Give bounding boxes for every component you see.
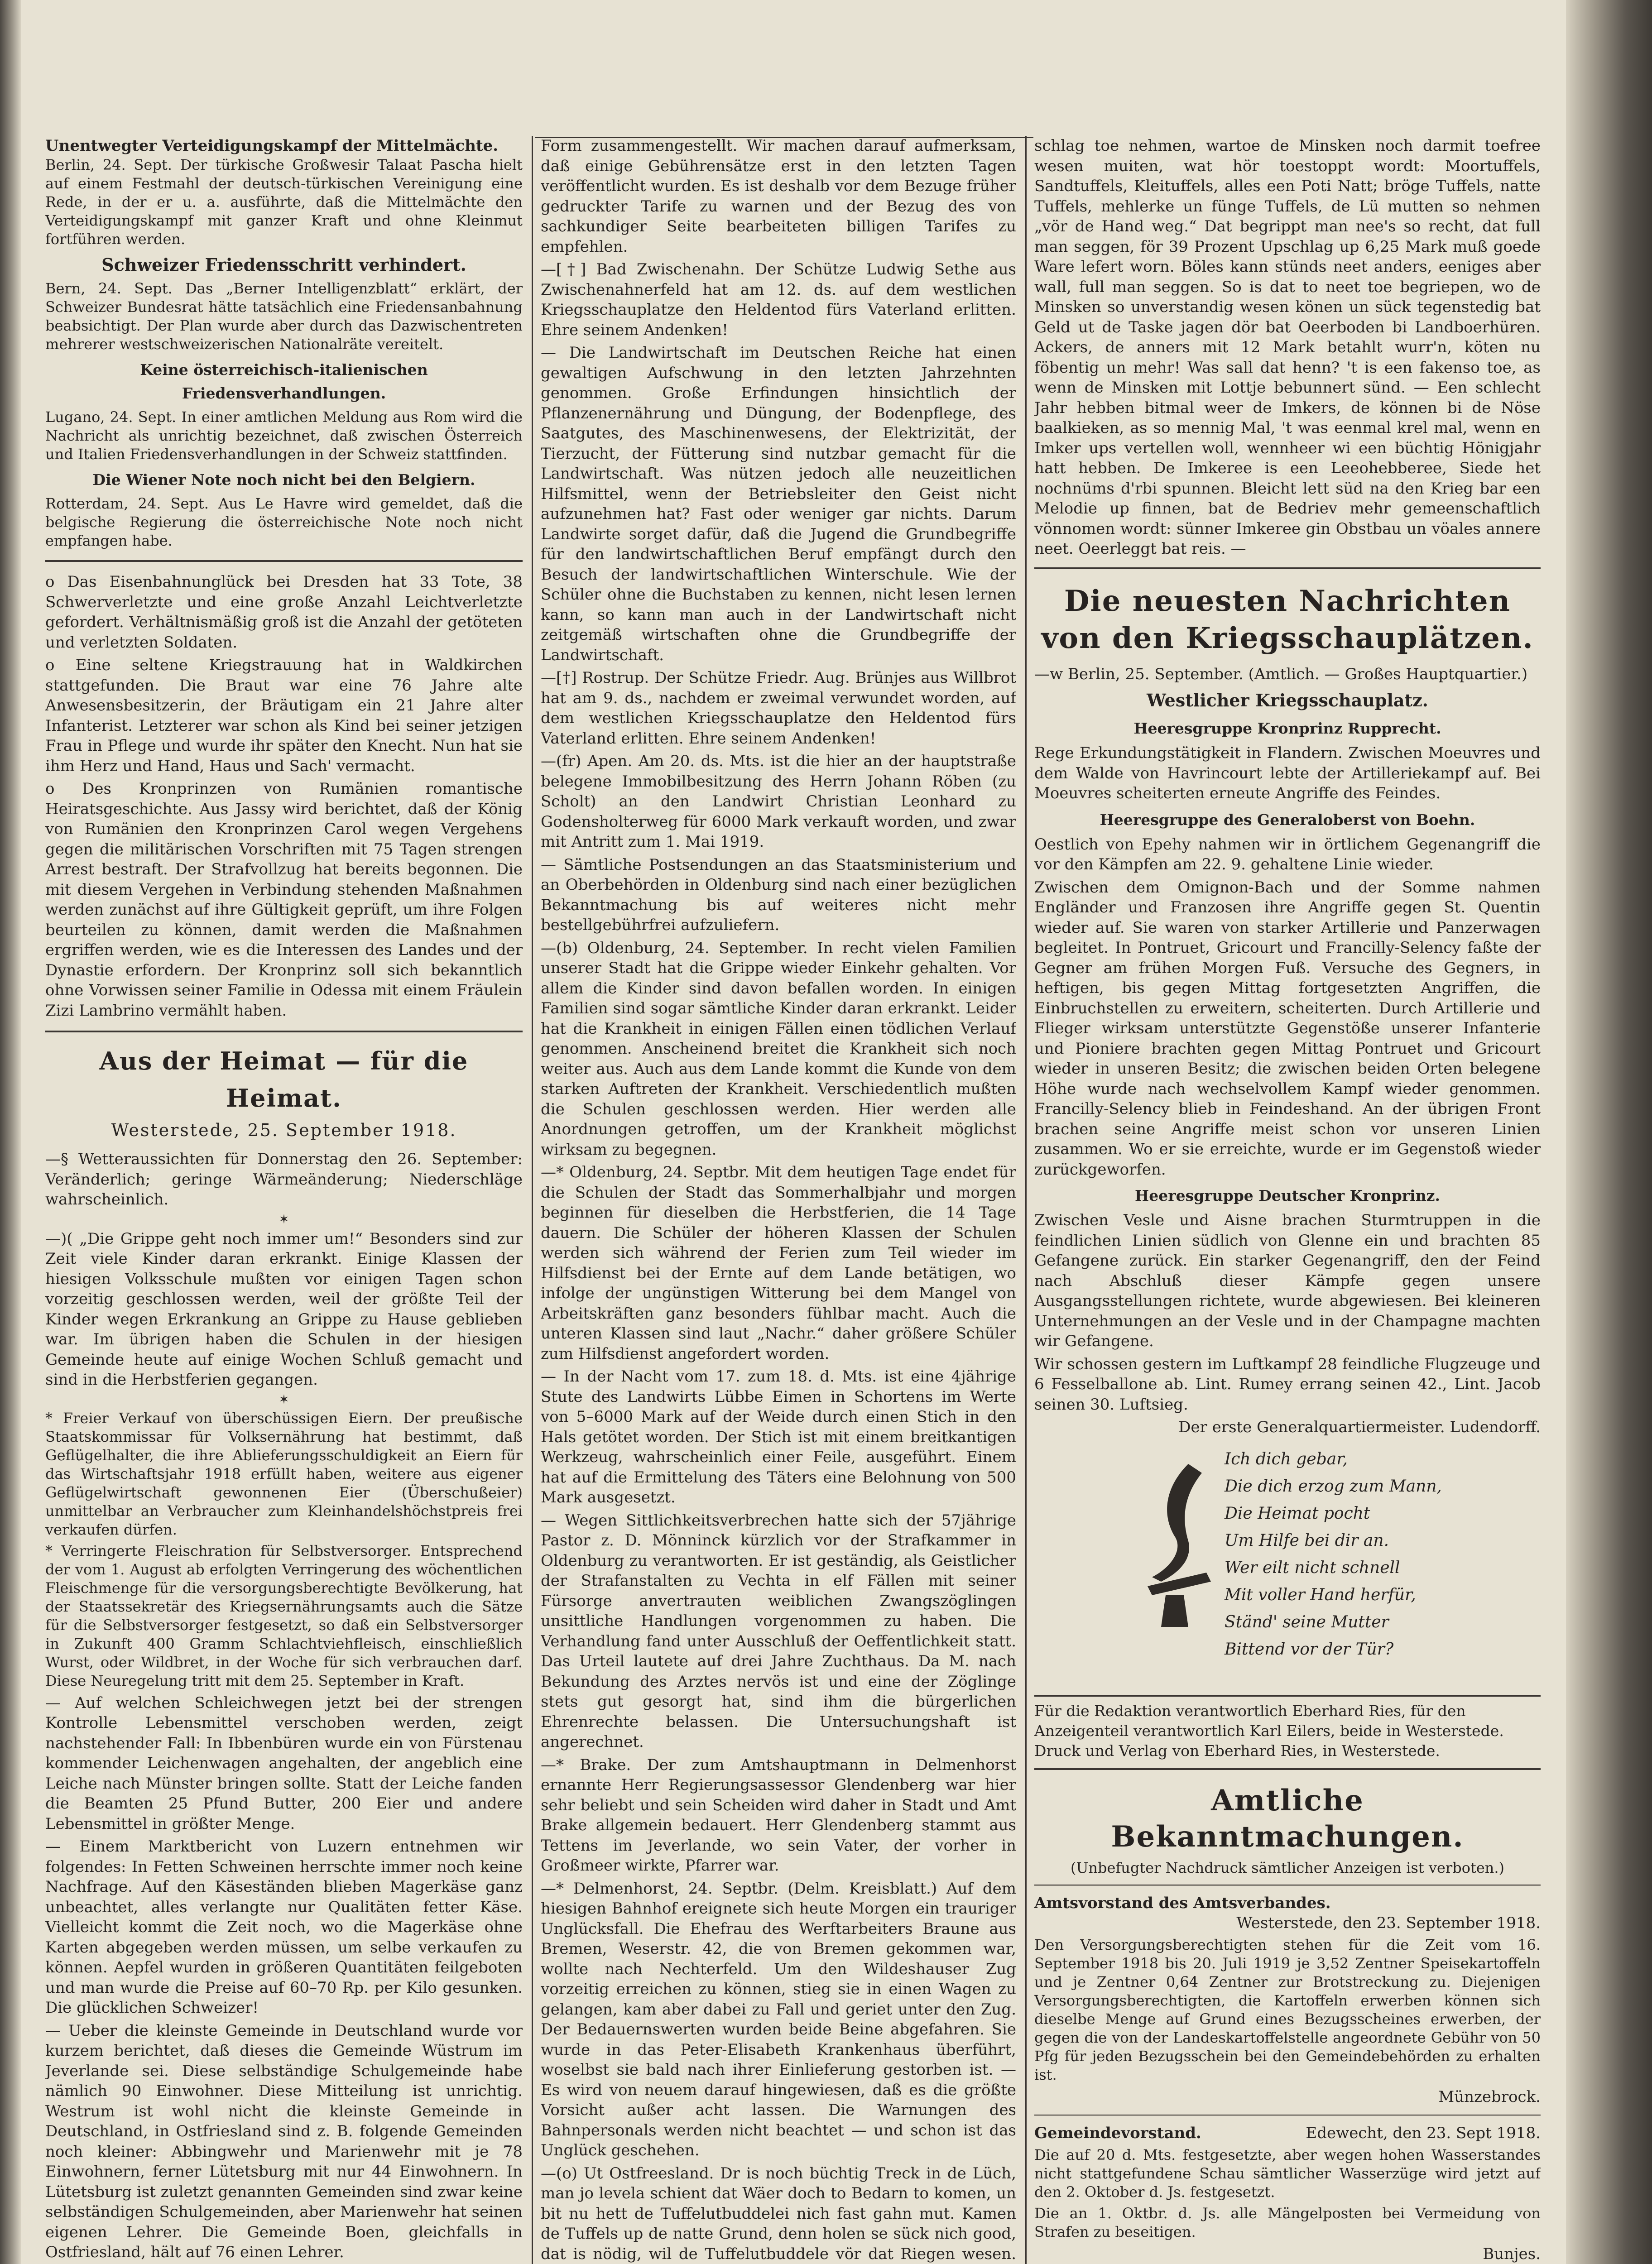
report: Zwischen Vesle und Aisne brachen Sturmtruppen in die feindlichen Linien südlich von Glenne ein und brachten 85 Gefangene zurück. Ein starker Gegenangriff, den der Feind nach Abschluß dieser Kämpfe gegen unsere Ausgangsstellungen richtete, wurde abgewiesen. Bei kleineren Unternehmungen an der Vesle und in der Champagne machten wir Gefangene. bbox=[1034, 1211, 1541, 1350]
announcement-date: Edewecht, den 23. Sept 1918. bbox=[1306, 2124, 1541, 2142]
column-left bbox=[45, 136, 523, 2264]
divider bbox=[1034, 1695, 1541, 1697]
article: —[†] Rostrup. Der Schütze Friedr. Aug. Brünjes aus Willbrot hat am 9. ds., nachdem er zweimal verwundet worden, auf dem westlichen Kriegsschauplatze den Heldentod fürs Vaterland erlitten. Ehre seinem Andenken! bbox=[541, 669, 1016, 748]
article: — Die Landwirtschaft im Deutschen Reiche hat einen gewaltigen Aufschwung in den letzten Jahrzehnten genommen. Große Erfindungen hinsichtlich der Pflanzenernährung und Düngung, der Bodenpflege, des Saatgutes, des Maschinenwesens, der Elektrizität, der Tierzucht, der Fütterung sind nutzbar gemacht für die Landwirtschaft. Was nützen jedoch alle neuzeitlichen Hilfsmittel, wenn der Betriebsleiter den Geist nicht aufzunehmen hat? Fast oder weniger gar nichts. Darum Landwirte sorget dafür, daß die Jugend die Grundbegriffe für den landwirtschaftlichen Beruf empfängt durch den Besuch der landwirtschaftlichen Winterschule. Wie der Schüler ohne die Buchstaben zu kennen, nicht lesen lernen kann, so kann man auch in der Landwirtschaft nicht zeitgemäß wirtschaften ohne die Grundbegriffe der Landwirtschaft. bbox=[541, 344, 1016, 664]
divider bbox=[1034, 1885, 1541, 1886]
announcement-heading: Amtsvorstand des Amtsverbandes. bbox=[1034, 1894, 1331, 1912]
article: — Einem Marktbericht von Luzern entnehmen wir folgendes: In Fetten Schweinen herrschte immer noch keine Nachfrage. Auf den Käseständen blieben Magerkäse ganz unbeachtet, alles verlangte nur Qualitäten fetter Käse. Vielleicht kommt die Zeit noch, wo die Magerkäse ohne Karten abgegeben werden müssen, um selbe verkaufen zu können. Aepfel wurden in größeren Quantitäten feilgeboten und man wurde die Preise auf 60–70 Rp. per Kilo gesunken. Die glücklichen Schweizer! bbox=[45, 1837, 523, 2017]
subheading: Heeresgruppe Deutscher Kronprinz. bbox=[1135, 1187, 1440, 1204]
section-heading: Amtliche Bekanntmachungen. bbox=[1111, 1783, 1464, 1854]
poem-line: Die Heimat pocht bbox=[1225, 1504, 1370, 1523]
dateline: Westerstede, 25. September 1918. bbox=[111, 1120, 457, 1140]
poem-line: Um Hilfe bei dir an. bbox=[1225, 1531, 1389, 1550]
article: —(fr) Apen. Am 20. ds. Mts. ist die hier an der hauptstraße belegene Immobilbesitzung des Herrn Johann Röben (zu Scholt) an den Landwirt Christian Leonhard zu Godensholterweg für 6000 Mark verkauft worden, und zwar mit Antritt zum 1. Mai 1919. bbox=[541, 752, 1016, 851]
poem-line: Ich dich gebar, bbox=[1225, 1449, 1348, 1468]
subheading: Westlicher Kriegsschauplatz. bbox=[1147, 690, 1428, 710]
report-source: —w Berlin, 25. September. (Amtlich. — Großes Hauptquartier.) bbox=[1034, 665, 1528, 683]
poem-line: Die dich erzog zum Mann, bbox=[1225, 1477, 1442, 1496]
divider bbox=[1034, 567, 1541, 569]
section-heading: Aus der Heimat — für die Heimat. bbox=[99, 1046, 469, 1113]
article: * Verringerte Fleischration für Selbstversorger. Entsprechend der vom 1. August ab erfolgten Verringerung des wöchentlichen Fleischmenge für die versorgungsberechtigte Bevölkerung, hat der Staatssekretär des Kriegsernährungsamts auch die Sätze für die Selbstversorger festgesetzt, so daß ein Selbstversorger in Zukunft 400 Gramm Schlachtviehfleisch, einschließlich Wurst, oder Wildbret, in der Woche für sich verbrauchen darf. Diese Neuregelung tritt mit dem 25. September in Kraft. bbox=[45, 1542, 523, 1689]
divider bbox=[1034, 2115, 1541, 2116]
article: o Das Eisenbahnunglück bei Dresden hat 33 Tote, 38 Schwerverletzte und eine große Anzahl Leichtverletzte gefordert. Verhältnismäßig groß ist die Anzahl der getöteten und verletzten Soldaten. bbox=[45, 573, 523, 652]
subheading: Heeresgruppe des Generaloberst von Boehn. bbox=[1100, 811, 1475, 829]
binding-shadow-left bbox=[0, 0, 21, 2264]
column-rule-1 bbox=[532, 136, 533, 2264]
article: — In der Nacht vom 17. zum 18. d. Mts. ist eine 4jährige Stute des Landwirts Lübbe Eimen in Schortens im Werte von 5–6000 Mark auf der Weide durch einen Stich in den Hals getötet worden. Der Stich ist mit einem breitkantigen Werkzeug, wahrscheinlich einer Feile, ausgeführt. Einem hat auf die Ermittelung des Täters eine Belohnung von 500 Mark ausgesetzt. bbox=[541, 1367, 1016, 1506]
announcement: Den Versorgungsberechtigten stehen für die Zeit vom 16. September 1918 bis 20. Juli 1919 je 3,52 Zentner Speisekartoffeln und je Zentner 0,64 Zentner zur Brotstreckung zu. Diejenigen Versorgungsberechtigten, die Kartoffeln erwerben können sich dieselbe Menge auf Grund eines Bezugsscheines erwerben, der gegen die von der Landeskartoffelstelle angeordnete Gebühr von 50 Pfg für jeden Bezugsschein bei den Gemeindebehörden zu erhalten ist. bbox=[1034, 1936, 1541, 2083]
notice: (Unbefugter Nachdruck sämtlicher Anzeigen ist verboten.) bbox=[1070, 1859, 1505, 1876]
column-rule-2 bbox=[1025, 136, 1027, 2264]
poem-line: Wer eilt nicht schnell bbox=[1225, 1558, 1400, 1577]
article: Berlin, 24. Sept. Der türkische Großwesir Talaat Pascha hielt auf einem Festmahl der deutsch-türkischen Vereinigung eine Rede, in der er u. a. ausführte, daß die Mittelmächte den Verteidigungskampf mit ganzer Kraft und ohne Kleinmut fortführen werden. bbox=[45, 156, 523, 248]
article: —* Oldenburg, 24. Septbr. Mit dem heutigen Tage endet für die Schulen der Stadt das Sommerhalbjahr und morgen beginnen für dieselben die Herbstferien, die 14 Tage dauern. Die Schüler der höheren Klassen der Schulen werden sich während der Ferien zum Teil wieder im Hilfsdienst bei der Ernte auf dem Lande betätigen, wo infolge der ungünstigen Witterung bei dem Mangel von Arbeitskräften ganz besonders fühlbar macht. Auch die unteren Klassen sind laut „Nachr.“ daher größere Schüler zum Hilfsdienst angefordert worden. bbox=[541, 1163, 1016, 1363]
article: schlag toe nehmen, wartoe de Minsken noch darmit toefree wesen muiten, wat hör toestoppt wordt: Moortuffels, Sandtuffels, Kleituffels, alles een Poti Natt; bröge Tuffels, natte Tuffels, mehlerke un fünge Tuffels, de Lü mutten so nehmen „vör de Hand weg.“ Dat begrippt man nee's so recht, dat full man seggen, för 39 Prozent Upschlag up 6,25 Mark muß goede Ware lefert worn. Böles kann stünds neet anders, eeniges aber wall, full man seggen. So is dat to neet toe begriepen, wo de Minsken so unverstandig wesen könen un sück tegenstedig bat Geld ut de Taske jagen dör bat Oeerboden bi Landboerhüren. Ackers, de anners mit 12 Mark betahlt wurr'n, köten nu föbentig un mehr! Was sall dat henn? 't is een fakenso toe, as wenn de Minsken mit Lottje bebunnert sünd. — Een schlecht Jahr hebben bitmal weer de Imkers, de können bi de Nöse baalkieken, as so mennig Mal, 't was eenmal krel mal, wenn en Imker ups vertellen woll, wennheer wi een büchtig Hönigjahr hatt hebben. De Imkeree is een Leeohebberee, Siede het nochnüms d'rbi spunnen. Bleicht lett süd na den Krieg bar een Melodie up finnen, bat de Bedriev mehr gemeenschaftlich vönnomen wordt: sünner Imkeree gin Obstbau un vöales annere neet. Oeerleggt bat reis. — bbox=[1034, 137, 1541, 558]
poem-block bbox=[1034, 1446, 1541, 1690]
article: — Auf welchen Schleichwegen jetzt bei der strengen Kontrolle Lebensmittel verschoben werden, zeigt nachstehender Fall: In Ibbenbüren wurde ein von Fürstenau kommender Leichenwagen angehalten, der angeblich eine Leiche nach Münster bringen sollte. Statt der Leiche fanden die Beamten 25 Pfund Butter, 200 Eier und andere Lebensmittel in größter Menge. bbox=[45, 1693, 523, 1833]
section-heading: Die neuesten Nachrichten von den Kriegsschauplätzen. bbox=[1041, 584, 1534, 655]
report: Zwischen dem Omignon-Bach und der Somme nahmen Engländer und Franzosen ihre Angriffe gegen St. Quentin wieder auf. Sie waren von starker Artillerie und Panzerwagen begleitet. In Pontruet, Gricourt und Francilly-Selency faßte der Gegner am frühen Morgen Fuß. Versuche des Gegners, in heftigen, bis gegen Mittag fortgesetzten Angriffen, die Einbruchstellen zu erweitern, scheiterten. Durch Artillerie und Flieger wirksam unterstützte Gegenstöße unserer Infanterie und Pioniere brachten gegen Mittag Pontruet und Gricourt wieder in unseren Besitz; die zwischen beiden Orten belegene Höhe wurde nach wechselvollem Kampf wieder genommen. Francilly-Selency blieb in Feindeshand. An der übrigen Front brachen seine Angriffe meist schon vor unseren Linien zusammen. Wo er sie erreichte, wurde er im Gegenstoß wieder zurückgeworfen. bbox=[1034, 878, 1541, 1179]
poem-line: Mit voller Hand herfür, bbox=[1225, 1585, 1416, 1604]
signature: Bunjes. bbox=[1483, 2245, 1541, 2263]
article: * Freier Verkauf von überschüssigen Eiern. Der preußische Staatskommissar für Volksernährung hat bestimmt, daß Geflügelhalter, die ihre Ablieferungsschuldigkeit an Eiern für das Wirtschaftsjahr 1918 erfüllt haben, weitere aus eigener Geflügelwirtschaft gewonnenen Eier (Überschußeier) unmittelbar an Verbraucher zum Kleinhandelshöchstpreis frei verkaufen dürfen. bbox=[45, 1409, 523, 1538]
article: —(o) Ut Ostfreesland. Dr is noch büchtig Treck in de Lüch, man jo levela schient dat Wäer doch to Bedarn to komen, un bit nu hett de Tuffelutbuddelei nich fast gahn mut. Kamen de Tuffels up de natte Grund, denn holen se sück nich good, dat is nödig, wil de Tuffelutbuddele vör dat Riegen wesen. bbox=[541, 2164, 1016, 2263]
article: o Des Kronprinzen von Rumänien romantische Heiratsgeschichte. Aus Jassy wird berichtet, daß der König von Rumänien den Kronprinzen Carol wegen Vergehens gegen die militärischen Vorschriften mit 75 Tagen strengen Arrest bestraft. Der Strafvollzug hat bereits begonnen. Die mit diesem Vergehen in Verbindung stehenden Maßnahmen werden zunächst auf ihre Gültigkeit geprüft, um ihre Folgen beurteilen zu können, damit werden die Maßnahmen ergriffen werden, wie es die Interessen des Landes und der Dynastie erfordern. Der Kronprinz soll sich bekanntlich ohne Vorwissen seiner Familie in Odessa mit einem Fräulein Zizi Lambrino vermählt haben. bbox=[45, 780, 523, 1020]
headline: Die Wiener Note noch nicht bei den Belgiern. bbox=[92, 471, 475, 489]
divider bbox=[45, 1031, 523, 1032]
article: Bern, 24. Sept. Das „Berner Intelligenzblatt“ erklärt, der Schweizer Bundesrat hätte tatsächlich eine Friedensanbahnung beabsichtigt. Der Plan wurde aber durch das Dazwischentreten mehrerer westschweizerischen Nationalräte vereitelt. bbox=[45, 280, 523, 353]
article: —(b) Oldenburg, 24. September. In recht vielen Familien unserer Stadt hat die Grippe wieder Einkehr gehalten. Vor allem die Kinder sind davon befallen worden. In einigen Familien sind sogar sämtliche Kinder daran erkrankt. Leider hat die Krankheit in einigen Fällen einen tödlichen Verlauf genommen. Anscheinend breitet die Krankheit sich noch weiter aus. Auch aus dem Lande kommt die Kunde von dem starken Auftreten der Krankheit. Verschiedentlich mußten die Schulen geschlossen werden. Hier werden alle Anordnungen getroffen, um der Krankheit möglichst wirksam zu begegnen. bbox=[541, 939, 1016, 1159]
report: Rege Erkundungstätigkeit in Flandern. Zwischen Moeuvres und dem Walde von Havrincourt lebte der Artilleriekampf auf. Bei Moeuvres scheiterten erneute Angriffe des Feindes. bbox=[1034, 744, 1541, 802]
ornament-icon bbox=[1134, 1459, 1225, 1631]
column-right bbox=[1034, 136, 1541, 2264]
article: —)( „Die Grippe geht noch immer um!“ Besonders sind zur Zeit viele Kinder daran erkrankt. Einige Klassen der hiesigen Volksschule mußten vor einigen Tagen schon vorzeitig geschlossen werden, weil der größte Teil der Kinder wegen Erkrankung an Grippe zu Hause geblieben war. Im übrigen haben die Schulen in der hiesigen Gemeinde heute auf einige Wochen Schluß gemacht und sind in die Herbstferien gegangen. bbox=[45, 1229, 523, 1389]
signature: Der erste Generalquartiermeister. Ludendorff. bbox=[1178, 1418, 1541, 1436]
article: — Sämtliche Postsendungen an das Staatsministerium und an Oberbehörden in Oldenburg sind nach einer bezüglichen Bekanntmachung bis auf weiteres nicht mehr bestellgebührfrei aufzuliefern. bbox=[541, 855, 1016, 934]
poem bbox=[1225, 1446, 1442, 1663]
binding-shadow-right bbox=[1566, 0, 1652, 2264]
article: Form zusammengestellt. Wir machen darauf aufmerksam, daß einige Gebührensätze erst in den letzten Tagen veröffentlicht wurden. Es ist deshalb vor dem Bezuge früher gedruckter Tarife zu warnen und der Bezug des von sachkundiger Seite bearbeiteten billigen Tarifes zu empfehlen. bbox=[541, 137, 1016, 256]
announcement: Die an 1. Oktbr. d. Js. alle Mängelposten bei Vermeidung von Strafen zu beseitigen. bbox=[1034, 2205, 1541, 2240]
impressum: Für die Redaktion verantwortlich Eberhard Ries, für den Anzeigenteil verantwortlich Karl Eilers, beide in Westerstede. Druck und Verlag von Eberhard Ries, in Westerstede. bbox=[1034, 1702, 1504, 1760]
poem-line: Ständ' seine Mutter bbox=[1225, 1612, 1389, 1631]
article: — Ueber die kleinste Gemeinde in Deutschland wurde vor kurzem berichtet, daß dieses die Gemeinde Wüstrum im Jeverlande sei. Diese selbständige Schulgemeinde habe nämlich 90 Einwohner. Diese Mitteilung ist unrichtig. Westrum ist wohl nicht die kleinste Gemeinde in Deutschland, in Ostfriesland sind z. B. folgende Gemeinden noch kleiner: Abbingwehr und Marienwehr mit je 78 Einwohnern, ferner Lütetsburg mit nur 44 Einwohnern. In Lütetsburg ist zuletzt genannten Gemeinden sind zwar keine selbständigen Schulgemeinden, aber Marienwehr hat seinen eigenen Lehrer. Die Gemeinde Boen, gleichfalls in Ostfriesland, hält auf 76 einen Lehrer. bbox=[45, 2021, 523, 2261]
announcement-title: Gemeindevorstand. bbox=[1034, 2124, 1201, 2142]
article: Rotterdam, 24. Sept. Aus Le Havre wird gemeldet, daß die belgische Regierung die österreichische Note noch nicht empfangen habe. bbox=[45, 495, 523, 549]
divider bbox=[1034, 1768, 1541, 1770]
article: —[†] Bad Zwischenahn. Der Schütze Ludwig Sethe aus Zwischenahnerfeld hat am 12. ds. auf dem westlichen Kriegsschauplatze den Heldentod fürs Vaterland erlitten. Ehre seinem Andenken! bbox=[541, 260, 1016, 339]
announcement-date: Westerstede, den 23. September 1918. bbox=[1236, 1914, 1541, 1932]
article: — Wegen Sittlichkeitsverbrechen hatte sich der 57jährige Pastor z. D. Mönninck kürzlich vor der Strafkammer in Oldenburg zu verantworten. Er ist geständig, als Geistlicher der Strafanstalten zu Vechta in elf Fällen mit seiner Fürsorge anvertrauten weiblichen Zwangszöglingen unsittliche Handlungen vorgenommen zu haben. Die Verhandlung fand unter Ausschluß der Oeffentlichkeit statt. Das Urteil lautete auf drei Jahre Zuchthaus. Da M. nach Bekundung des Arztes nervös ist und eine der Zöglinge stets gut gesorgt hat, sind ihm die bürgerlichen Ehrenrechte belassen. Die Untersuchungshaft ist angerechnet. bbox=[541, 1511, 1016, 1751]
article: —* Delmenhorst, 24. Septbr. (Delm. Kreisblatt.) Auf dem hiesigen Bahnhof ereignete sich heute Morgen ein trauriger Unglücksfall. Die Ehefrau des Werftarbeiters Braune aus Bremen, Weserstr. 42, die von Bremen gekommen war, wollte nach Nechterfeld. Um den Wildeshauser Zug vorzeitig erreichen zu können, stieg sie in einen Wagen zu gelangen, kam aber dabei zu Fall und geriet unter den Zug. Der Bedauernswerten wurden beide Beine abgefahren. Sie wurde in das Peter-Elisabeth Krankenhaus überführt, woselbst sie bald nach ihrer Einlieferung gestorben ist. — Es wird von neuem darauf hingewiesen, daß es die größte Vorsicht außer acht lassen. Die Warnungen des Bahnpersonals werden nicht beachtet — und schon ist das Unglück geschehen. bbox=[541, 1879, 1016, 2159]
announcement-heading bbox=[1034, 2123, 1541, 2144]
headline: Schweizer Friedensschritt verhindert. bbox=[101, 254, 466, 275]
article: —* Brake. Der zum Amtshauptmann in Delmenhorst ernannte Herr Regierungsassessor Glendenberg war hier sehr beliebt und sein Scheiden wird daher in Stadt und Amt Brake allgemein bedauert. Herr Glendenberg stammt aus Tettens im Jeverlande, wo sein Vater, der vorher in Großmeer wirkte, Pfarrer war. bbox=[541, 1756, 1016, 1875]
report: Oestlich von Epehy nahmen wir in örtlichem Gegenangriff die vor den Kämpfen am 22. 9. gehaltene Linie wieder. bbox=[1034, 835, 1541, 873]
announcement: Die auf 20 d. Mts. festgesetzte, aber wegen hohen Wasserstandes nicht stattgefundene Schau sämtlicher Wasserzüge wird jetzt auf den 2. Oktober d. Js. festgesetzt. bbox=[1034, 2146, 1541, 2201]
divider bbox=[45, 560, 523, 562]
signature: Münzebrock. bbox=[1438, 2088, 1541, 2106]
headline: Keine österreichisch-italienischen Friedensverhandlungen. bbox=[140, 361, 428, 402]
subheading: Heeresgruppe Kronprinz Rupprecht. bbox=[1133, 719, 1441, 737]
article: Lugano, 24. Sept. In einer amtlichen Meldung aus Rom wird die Nachricht als unrichtig bezeichnet, daß zwischen Österreich und Italien Friedensverhandlungen in der Schweiz stattfinden. bbox=[45, 408, 523, 463]
separator-star: ✶ bbox=[279, 1211, 289, 1227]
article: o Eine seltene Kriegstrauung hat in Waldkirchen stattgefunden. Die Braut war eine 76 Jahre alte Anwesensbesitzerin, der Bräutigam ein 21 Jahre alter Infanterist. Letzterer war schon als Kind bei seiner jetzigen Frau in Pflege und wurde ihr später den Knecht. Nun hat sie ihm Herz und Hand, Haus und Sach' vermacht. bbox=[45, 656, 523, 775]
separator-star: ✶ bbox=[279, 1391, 289, 1407]
report: Wir schossen gestern im Luftkampf 28 feindliche Flugzeuge und 6 Fesselballone ab. Lint. Rumey errang seinen 42., Lint. Jacob seinen 30. Luftsieg. bbox=[1034, 1355, 1541, 1414]
poem-line: Bittend vor der Tür? bbox=[1225, 1640, 1394, 1659]
column-middle bbox=[541, 136, 1016, 2264]
article: —§ Wetteraussichten für Donnerstag den 26. September: Veränderlich; geringe Wärmeänderung; Niederschläge wahrscheinlich. bbox=[45, 1150, 523, 1209]
headline: Unentwegter Verteidigungskampf der Mittelmächte. bbox=[45, 137, 499, 155]
newspaper-page bbox=[21, 0, 1566, 2264]
